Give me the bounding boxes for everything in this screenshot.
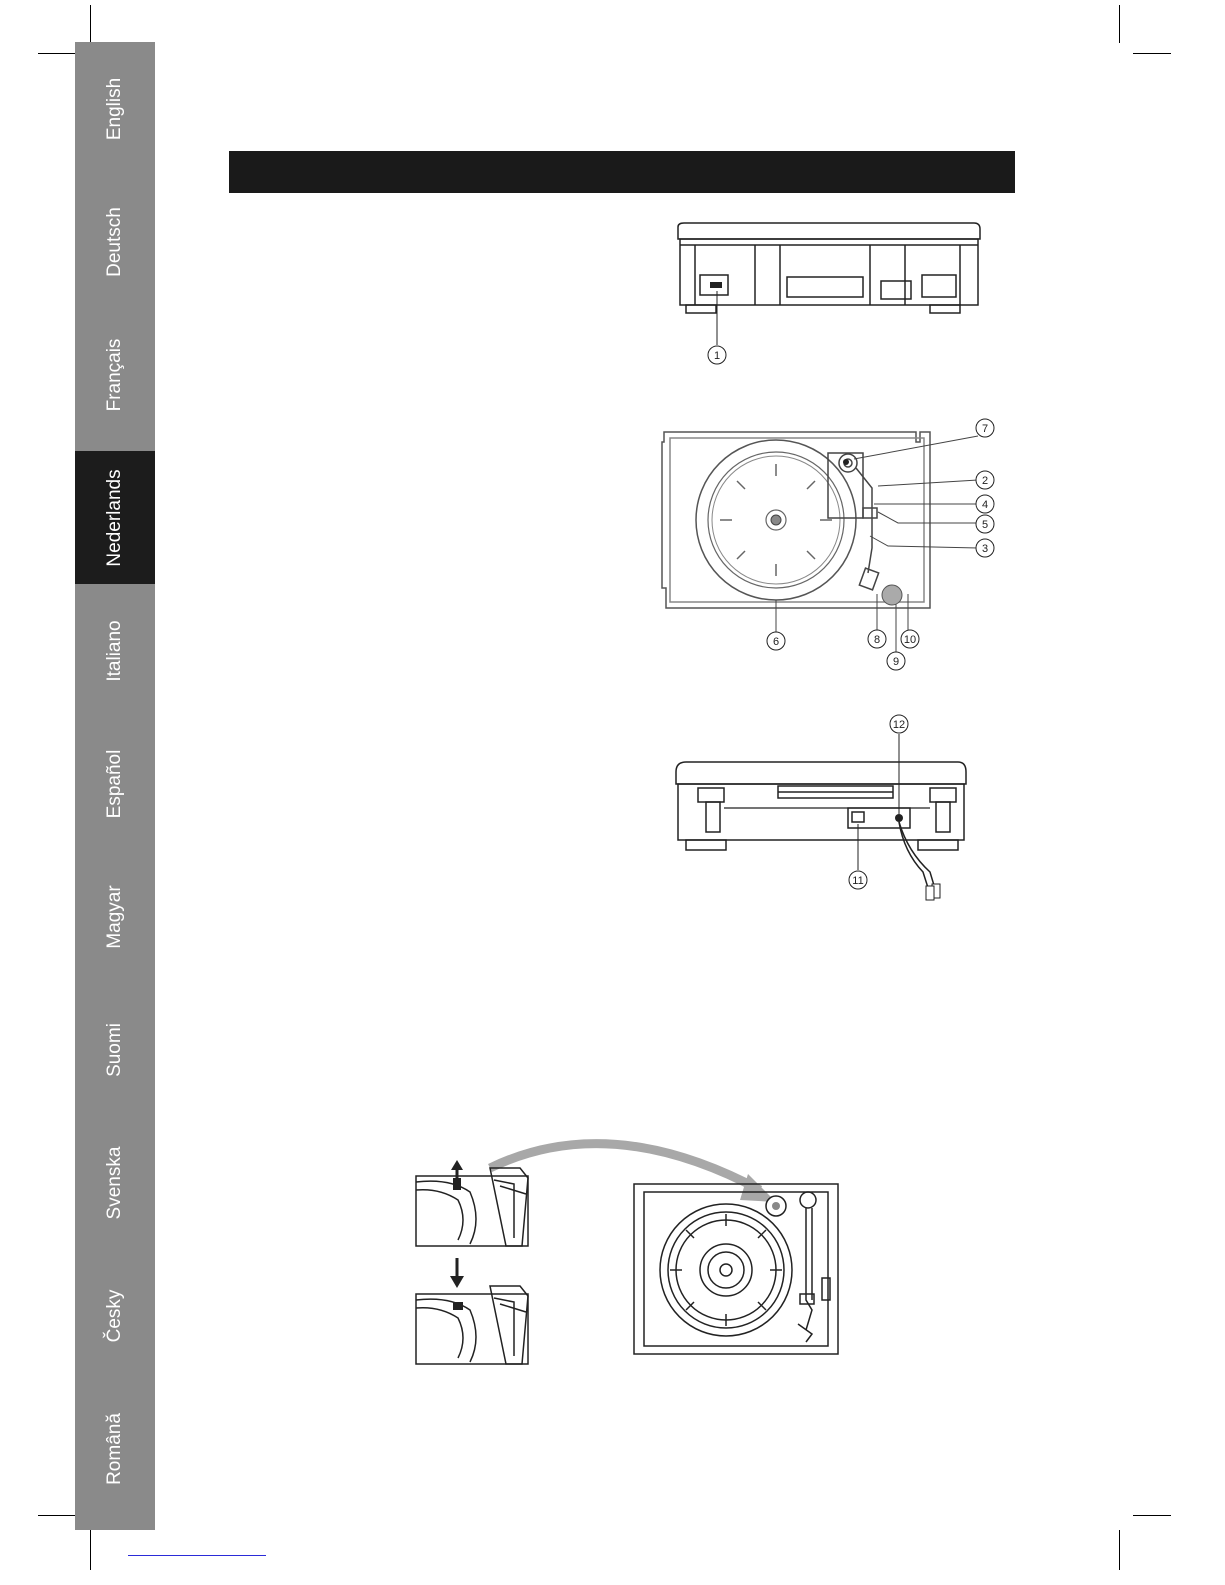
callout-11: 11 xyxy=(852,875,864,887)
lang-tab-label: Svenska xyxy=(104,1146,125,1219)
lang-tab-cesky[interactable] xyxy=(75,1249,155,1382)
callout-12: 12 xyxy=(892,719,906,731)
turntable-top-view xyxy=(658,418,1003,673)
language-sidebar xyxy=(75,42,155,1530)
crop-mark xyxy=(1119,5,1120,43)
lang-tab-label: Magyar xyxy=(104,884,125,949)
adapter-install-diagram xyxy=(410,1120,850,1380)
callout-6: 6 xyxy=(772,636,780,648)
lang-tab-nederlands[interactable] xyxy=(75,451,155,584)
callout-8: 8 xyxy=(873,634,881,646)
lang-tab-label: Français xyxy=(104,338,125,411)
lang-tab-francais[interactable] xyxy=(75,308,155,441)
crop-mark xyxy=(1119,1530,1120,1570)
footer-link-underline xyxy=(128,1555,266,1556)
lang-tab-deutsch[interactable] xyxy=(75,175,155,308)
lang-tab-suomi[interactable] xyxy=(75,983,155,1116)
turntable-front-view xyxy=(660,215,1000,375)
lang-tab-english[interactable] xyxy=(75,42,155,175)
lang-tab-italiano[interactable] xyxy=(75,584,155,717)
lang-tab-label: Suomi xyxy=(104,1022,125,1077)
lang-tab-label: Italiano xyxy=(104,619,125,682)
callout-5: 5 xyxy=(981,519,989,531)
callout-9: 9 xyxy=(892,656,900,668)
section-header-bar xyxy=(229,151,1015,193)
lang-tab-romana[interactable] xyxy=(75,1382,155,1515)
crop-mark xyxy=(90,1530,91,1570)
crop-mark xyxy=(90,5,91,43)
lang-tab-espanol[interactable] xyxy=(75,717,155,850)
callout-4: 4 xyxy=(981,499,989,511)
callout-10: 10 xyxy=(903,634,917,646)
crop-mark xyxy=(1133,53,1171,54)
turntable-rear-view xyxy=(668,712,988,910)
callout-3: 3 xyxy=(981,543,989,555)
lang-tab-magyar[interactable] xyxy=(75,850,155,983)
lang-tab-label: Deutsch xyxy=(104,206,125,277)
lang-tab-label: English xyxy=(104,77,125,140)
lang-tab-label: Español xyxy=(104,749,125,818)
crop-mark xyxy=(1133,1515,1171,1516)
crop-mark xyxy=(38,53,76,54)
lang-tab-label: Nederlands xyxy=(104,468,125,567)
lang-tab-label: Česky xyxy=(104,1289,125,1342)
crop-mark xyxy=(38,1515,76,1516)
callout-2: 2 xyxy=(981,475,989,487)
callout-7: 7 xyxy=(981,423,989,435)
lang-tab-svenska[interactable] xyxy=(75,1116,155,1249)
callout-1: 1 xyxy=(713,350,721,362)
lang-tab-label: Română xyxy=(104,1412,125,1485)
